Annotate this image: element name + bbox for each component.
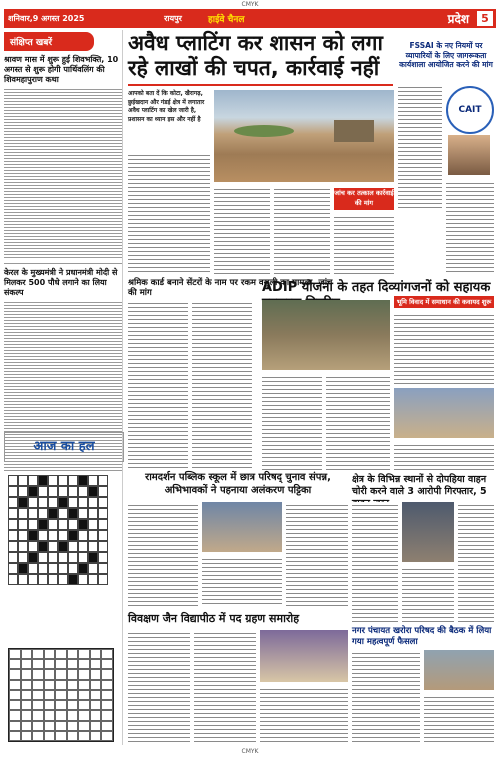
sudoku-cell [21, 690, 33, 700]
crossword-cell [48, 486, 58, 497]
lead-body [128, 152, 210, 274]
sudoku-cell [101, 721, 113, 731]
sudoku-cell [101, 710, 113, 720]
crossword-cell [58, 497, 68, 508]
section-title: प्रदेश [447, 12, 469, 26]
bhumi-photo [394, 388, 494, 438]
crossword-cell [58, 552, 68, 563]
sudoku-cell [78, 680, 90, 690]
sudoku-cell [78, 710, 90, 720]
crossword-cell [28, 552, 38, 563]
sudoku-cell [101, 690, 113, 700]
crossword-cell [28, 519, 38, 530]
sudoku-cell [21, 731, 33, 741]
mid-col-1 [128, 300, 188, 470]
crossword-cell [28, 574, 38, 585]
sudoku-cell [21, 721, 33, 731]
fssai-body-1 [398, 84, 442, 208]
sudoku-cell [78, 659, 90, 669]
sudoku-cell [78, 669, 90, 679]
crossword-cell [38, 475, 48, 486]
crossword-cell [48, 519, 58, 530]
crossword-cell [88, 508, 98, 519]
crossword-cell [78, 563, 88, 574]
sudoku-cell [90, 680, 102, 690]
crossword-cell [48, 530, 58, 541]
page-number: 5 [477, 11, 493, 26]
crossword-cell [98, 508, 108, 519]
crossword-cell [78, 541, 88, 552]
crossword-cell [78, 530, 88, 541]
crossword-cell [18, 475, 28, 486]
crossword-cell [88, 530, 98, 541]
theft-col-2 [402, 566, 454, 622]
sudoku-cell [32, 680, 44, 690]
sudoku-cell [32, 700, 44, 710]
crossword-cell [38, 497, 48, 508]
sudoku-cell [9, 721, 21, 731]
sudoku-cell [21, 680, 33, 690]
sudoku-cell [55, 649, 67, 659]
jain-photo [260, 630, 348, 682]
brief-news-label: संक्षिप्त खबरें [4, 32, 94, 51]
crossword-cell [18, 563, 28, 574]
crossword-cell [28, 497, 38, 508]
sudoku-cell [90, 721, 102, 731]
crossword-cell [98, 497, 108, 508]
crossword-cell [68, 552, 78, 563]
crossword-grid [8, 475, 108, 585]
cait-logo-text: CAIT [458, 105, 482, 115]
crossword-cell [8, 574, 18, 585]
crossword-cell [78, 519, 88, 530]
article-col-1 [214, 186, 270, 274]
site-photo [214, 90, 394, 182]
crossword-cell [78, 552, 88, 563]
sudoku-cell [67, 690, 79, 700]
crossword-cell [8, 552, 18, 563]
cmyk-marker-bottom: CMYK [241, 748, 259, 755]
sudoku-cell [32, 669, 44, 679]
sudoku-cell [9, 731, 21, 741]
nagar-headline: नगर पंचायत खरोरा परिषद की बैठक में लिया गया महत्वपूर्ण फैसला [352, 626, 492, 647]
crossword-cell [8, 563, 18, 574]
jain-col-3 [260, 686, 348, 742]
cait-logo [446, 86, 494, 134]
sudoku-cell [32, 659, 44, 669]
crossword-cell [68, 508, 78, 519]
crossword-cell [18, 508, 28, 519]
crossword-cell [28, 508, 38, 519]
mid-col-2 [192, 300, 252, 470]
main-headline: अवैध प्लाटिंग कर शासन को लगा रहे लाखों की चपत, कार्रवाई नहीं [128, 31, 383, 80]
sudoku-cell [55, 690, 67, 700]
sudoku-cell [90, 649, 102, 659]
sudoku-cell [78, 700, 90, 710]
sudoku-cell [44, 690, 56, 700]
page-header-bar [4, 9, 496, 28]
crossword-cell [68, 519, 78, 530]
sudoku-cell [32, 690, 44, 700]
fssai-body-2 [446, 180, 494, 274]
crossword-cell [8, 508, 18, 519]
crossword-cell [88, 519, 98, 530]
sudoku-cell [101, 669, 113, 679]
school-col-3 [286, 502, 348, 606]
sudoku-cell [90, 710, 102, 720]
crossword-cell [98, 486, 108, 497]
sudoku-cell [44, 710, 56, 720]
sudoku-cell [55, 721, 67, 731]
crossword-cell [68, 541, 78, 552]
tree-shape [234, 125, 294, 137]
edition-date: शनिवार,9 अगस्त 2025 [8, 14, 85, 23]
sudoku-cell [55, 700, 67, 710]
crossword-cell [88, 552, 98, 563]
sudoku-cell [67, 669, 79, 679]
sudoku-cell [9, 669, 21, 679]
sudoku-cell [21, 649, 33, 659]
school-col-2 [202, 556, 282, 606]
sudoku-cell [90, 659, 102, 669]
crossword-cell [88, 475, 98, 486]
crossword-cell [58, 574, 68, 585]
crossword-cell [48, 563, 58, 574]
sudoku-cell [67, 680, 79, 690]
crossword-cell [48, 508, 58, 519]
crossword-cell [58, 475, 68, 486]
sudoku-grid [8, 648, 114, 742]
crossword-cell [58, 508, 68, 519]
crossword-cell [38, 530, 48, 541]
theft-col-1 [352, 502, 398, 622]
sudoku-cell [67, 659, 79, 669]
bhumi-body-2 [394, 442, 494, 470]
sudoku-cell [32, 710, 44, 720]
sudoku-cell [90, 669, 102, 679]
sudoku-cell [78, 731, 90, 741]
crossword-cell [98, 541, 108, 552]
crossword-cell [88, 574, 98, 585]
crossword-cell [18, 541, 28, 552]
article-col-2 [274, 186, 330, 274]
crossword-cell [18, 497, 28, 508]
building-shape [334, 120, 374, 142]
crossword-cell [28, 530, 38, 541]
bhumi-headline: भूमि विवाद में समाधान की कवायद शुरू [396, 298, 492, 306]
crossword-cell [98, 475, 108, 486]
sudoku-cell [9, 690, 21, 700]
adip-photo [262, 300, 390, 370]
puzzle-title: आज का हल [33, 439, 95, 454]
theft-col-3 [458, 502, 494, 622]
sudoku-cell [9, 659, 21, 669]
left-column [4, 30, 123, 745]
nagar-col-2 [424, 694, 494, 742]
crossword-cell [98, 574, 108, 585]
sudoku-cell [67, 731, 79, 741]
crossword-cell [58, 519, 68, 530]
crossword-cell [18, 552, 28, 563]
crossword-cell [78, 486, 88, 497]
sudoku-cell [67, 649, 79, 659]
sudoku-cell [90, 690, 102, 700]
crossword-cell [58, 563, 68, 574]
crossword-cell [28, 541, 38, 552]
divider [4, 263, 122, 264]
crossword-cell [78, 475, 88, 486]
theft-photo [402, 502, 454, 562]
sudoku-cell [9, 710, 21, 720]
crossword-cell [58, 486, 68, 497]
sudoku-cell [55, 669, 67, 679]
adip-headline: ADIP योजना के तहत दिव्यांगजनों को सहायक [262, 280, 491, 295]
brief-headline-1: श्रावण मास में शुरू हुई शिवभक्ति, 10 अगस्त से शुरू होगी पार्थिवलिंग की शिवमहापुराण कथा [4, 55, 119, 84]
school-col-1 [128, 502, 198, 606]
sudoku-cell [44, 680, 56, 690]
headline-rule [128, 84, 393, 86]
sudoku-cell [32, 649, 44, 659]
crossword-cell [18, 486, 28, 497]
crossword-cell [8, 541, 18, 552]
crossword-cell [18, 530, 28, 541]
crossword-cell [48, 574, 58, 585]
crossword-cell [18, 519, 28, 530]
crossword-cell [38, 574, 48, 585]
crossword-cell [38, 552, 48, 563]
crossword-cell [68, 530, 78, 541]
crossword-cell [58, 530, 68, 541]
sudoku-cell [101, 649, 113, 659]
crossword-cell [38, 486, 48, 497]
sudoku-cell [21, 710, 33, 720]
sudoku-cell [101, 700, 113, 710]
sudoku-cell [44, 721, 56, 731]
adip-col-2 [326, 374, 390, 470]
crossword-cell [48, 552, 58, 563]
crossword-cell [18, 574, 28, 585]
crossword-cell [38, 508, 48, 519]
sudoku-cell [55, 659, 67, 669]
crossword-cell [8, 530, 18, 541]
brief-body-1 [4, 87, 122, 259]
jain-col-2 [194, 630, 256, 742]
sudoku-cell [44, 669, 56, 679]
crossword-cell [88, 497, 98, 508]
crossword-cell [8, 497, 18, 508]
sudoku-cell [9, 700, 21, 710]
crossword-cell [68, 475, 78, 486]
sudoku-cell [101, 680, 113, 690]
crossword-cell [68, 486, 78, 497]
crossword-cell [38, 563, 48, 574]
sudoku-cell [55, 680, 67, 690]
sudoku-cell [44, 659, 56, 669]
sudoku-cell [67, 710, 79, 720]
edition-city: रायपुर [164, 14, 182, 23]
adip-col-1 [262, 374, 322, 470]
crossword-cell [48, 475, 58, 486]
crossword-cell [78, 497, 88, 508]
mid-headline: श्रमिक कार्ड बनाने सेंटरों के नाम पर रकम वसूली का मामला, जांच की मांग [128, 278, 333, 298]
jain-col-1 [128, 630, 190, 742]
crossword-cell [68, 497, 78, 508]
sudoku-cell [44, 649, 56, 659]
crossword-cell [88, 541, 98, 552]
crossword-cell [48, 541, 58, 552]
nagar-photo [424, 650, 494, 690]
sudoku-cell [90, 731, 102, 741]
crossword-cell [98, 530, 108, 541]
crossword-cell [58, 541, 68, 552]
bhumi-body [394, 312, 494, 384]
brief-headline-2: केरल के मुख्यमंत्री ने प्रधानमंत्री मोदी से मिलकर 500 पौधे लगाने का लिया संकल्प [4, 268, 118, 297]
sudoku-cell [101, 731, 113, 741]
sudoku-cell [67, 721, 79, 731]
puzzle-title-box [4, 432, 124, 462]
sudoku-cell [32, 731, 44, 741]
sudoku-cell [9, 649, 21, 659]
sudoku-cell [78, 690, 90, 700]
crossword-cell [48, 497, 58, 508]
article-col-3 [334, 214, 394, 274]
person-photo [448, 135, 490, 175]
sudoku-cell [78, 649, 90, 659]
crossword-cell [88, 486, 98, 497]
crossword-cell [98, 519, 108, 530]
brand-name: हाईवे चैनल [208, 15, 245, 25]
sudoku-cell [44, 700, 56, 710]
sudoku-cell [21, 700, 33, 710]
crossword-cell [28, 475, 38, 486]
red-callout: जांच कर तत्काल कार्रवाई की मांग [334, 188, 394, 210]
sudoku-cell [9, 680, 21, 690]
sudoku-cell [78, 721, 90, 731]
fssai-headline: FSSAI के नए नियमों पर व्यापारियों के लिए जागरूकता कार्यशाला आयोजित करने की मांग [399, 41, 493, 69]
sudoku-cell [90, 700, 102, 710]
nagar-col-1 [352, 650, 420, 742]
sudoku-cell [32, 721, 44, 731]
crossword-cell [38, 541, 48, 552]
sudoku-cell [101, 659, 113, 669]
sudoku-cell [44, 731, 56, 741]
sudoku-cell [55, 731, 67, 741]
crossword-cell [78, 574, 88, 585]
school-photo [202, 502, 282, 552]
sudoku-cell [21, 659, 33, 669]
sudoku-cell [55, 710, 67, 720]
sudoku-cell [67, 700, 79, 710]
cmyk-marker-top: CMYK [241, 1, 259, 8]
crossword-cell [8, 519, 18, 530]
crossword-cell [68, 563, 78, 574]
crossword-cell [28, 486, 38, 497]
crossword-cell [88, 563, 98, 574]
lead-text: आपको बता दें कि कोटा, खैरागढ़, छुईखदान और गंडई क्षेत्र में लगातार अवैध प्लाटिंग का खेल जारी है, प्रशासन का ध्यान इस और नहीं है [128, 90, 205, 123]
sudoku-cell [21, 669, 33, 679]
crossword-cell [98, 552, 108, 563]
theft-headline: क्षेत्र के विभिन्न स्थानों से दोपहिया वाहन चोरी करने वाले 3 आरोपी गिरफ्तार, 5 [352, 474, 487, 497]
crossword-cell [8, 475, 18, 486]
crossword-cell [8, 486, 18, 497]
crossword-cell [98, 563, 108, 574]
crossword-cell [28, 563, 38, 574]
crossword-cell [68, 574, 78, 585]
school-headline: रामदर्शन पब्लिक स्कूल में छात्र परिषद् चुनाव संपन्न, अभिभावकों ने पहनाया अलंकरण पट्टिका [145, 472, 331, 496]
jain-headline: विवक्षण जैन विद्यापीठ में पद ग्रहण समारोह [128, 612, 300, 625]
crossword-cell [38, 519, 48, 530]
bhumi-head-bar [394, 296, 494, 308]
crossword-cell [78, 508, 88, 519]
